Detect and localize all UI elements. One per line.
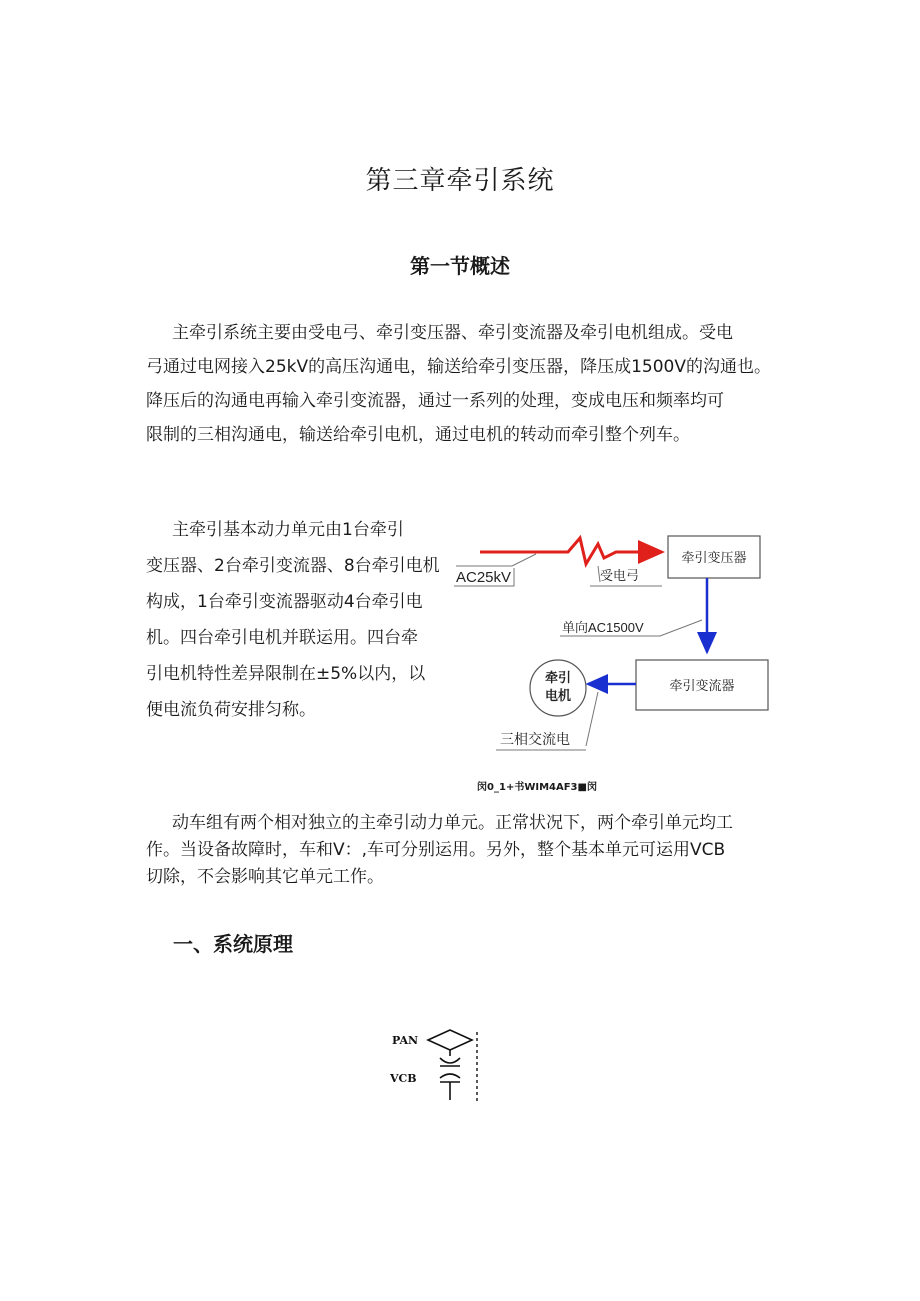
power-line [480,538,662,564]
motor-label: 牵引 [544,671,572,686]
chapter-title: 第三章牵引系统 [365,166,555,196]
pantograph-symbol [428,1030,472,1050]
paragraph-intro [146,316,786,452]
text-line: 构成，1台牵引变流器驱动4台牵引电 [146,592,423,612]
figure-caption: 闵0_1+书WIM4AF3■闵 [477,782,597,793]
text-line: 便电流负荷安排匀称。 [146,700,316,720]
paragraph-power-unit [146,512,446,728]
text-line: 切除，不会影响其它单元工作。 [146,867,384,887]
section-title: 第一节概述 [410,254,510,278]
text-line: 机。四台牵引电机并联运用。四台牵 [146,628,418,648]
text-line: 限制的三相沟通电，输送给牵引电机，通过电机的转动而牵引整个列车。 [146,425,690,445]
text-line: 作。当设备故障时，车和V：,车可分别运用。另外，整个基本单元可运用VCB [146,840,726,860]
ac-voltage-label: AC25kV [456,569,512,586]
transformer-label: 牵引变压器 [681,551,747,566]
pantograph-vcb-schematic [380,1020,490,1104]
motor-label: 电机 [544,689,572,704]
converter-label: 牵引变流器 [669,679,735,694]
single-phase-label: 单向AC1500V [562,620,644,635]
paragraph-units [146,810,786,891]
text-line: 动车组有两个相对独立的主牵引动力单元。正常状况下，两个牵引单元均工 [172,813,733,833]
traction-system-diagram [450,524,780,764]
text-line: 变压器、2台牵引变流器、8台牵引电机 [146,556,440,576]
text-line: 降压后的沟通电再输入牵引变流器，通过一系列的处理，变成电压和频率均可 [146,391,724,411]
three-phase-label: 三相交流电 [500,732,570,748]
text-line: 弓通过电网接入25kV的高压沟通电，输送给牵引变压器，降压成1500V的沟通也。 [146,357,771,377]
pantograph-label: 受电弓 [600,569,640,584]
text-line: 引电机特性差异限制在±5%以内，以 [146,664,426,684]
text-line: 主牵引系统主要由受电弓、牵引变压器、牵引变流器及牵引电机组成。受电 [172,323,733,343]
vcb-label: VCB [390,1072,417,1085]
vcb-symbol [440,1058,460,1063]
heading-system-principle: 一、系统原理 [173,932,293,956]
text-line: 主牵引基本动力单元由1台牵引 [172,520,404,540]
pan-label: PAN [392,1034,419,1047]
motor-circle [530,660,586,716]
